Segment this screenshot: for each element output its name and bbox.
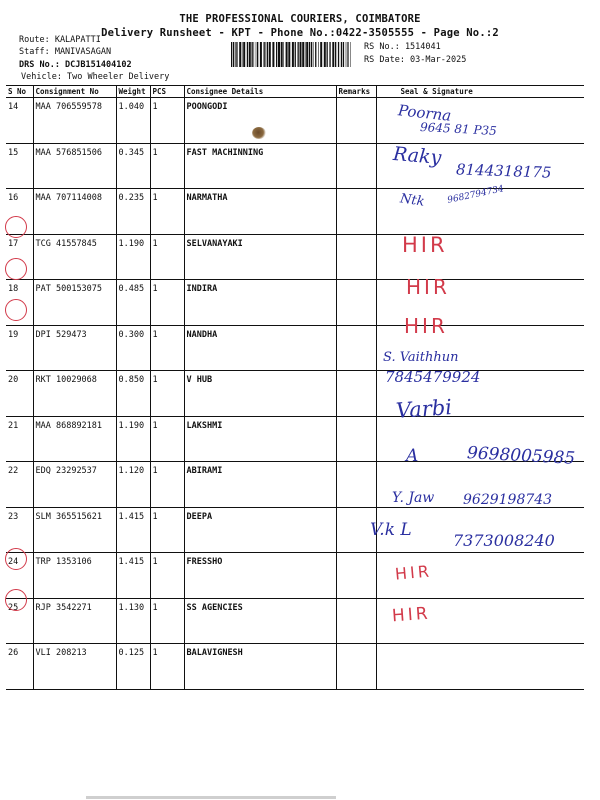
- cell-weight: 1.190: [116, 234, 150, 280]
- cell-consignment: MAA 706559578: [33, 98, 116, 144]
- table-header-row: [6, 86, 584, 98]
- signature-14-phone: 9645 81 P35: [419, 120, 498, 138]
- table-row: [6, 507, 584, 553]
- signature-19-mark: HIR: [404, 314, 448, 338]
- route-label: Route: KALAPATTI: [19, 35, 101, 45]
- cell-remarks: [336, 462, 376, 508]
- col-header-weight: Weight: [116, 86, 150, 98]
- cell-weight: 1.040: [116, 98, 150, 144]
- cell-pcs: 1: [150, 507, 184, 553]
- cell-consignment: MAA 868892181: [33, 416, 116, 462]
- signature-15-phone: 8144318175: [455, 160, 552, 182]
- cell-signature: [376, 644, 584, 690]
- col-header-sno: S No: [6, 86, 33, 98]
- cell-sno: 20: [6, 371, 33, 417]
- cell-consignment: PAT 500153075: [33, 280, 116, 326]
- cell-pcs: 1: [150, 644, 184, 690]
- cell-pcs: 1: [150, 325, 184, 371]
- sno-circle-26: [5, 589, 27, 611]
- cell-remarks: [336, 507, 376, 553]
- cell-consignee: POONGODI: [184, 98, 336, 144]
- runsheet-table: [6, 85, 584, 690]
- cell-sno: 23: [6, 507, 33, 553]
- col-header-pcs: PCS: [150, 86, 184, 98]
- cell-weight: 0.850: [116, 371, 150, 417]
- rs-date: RS Date: 03-Mar-2025: [364, 55, 467, 65]
- cell-consignment: TRP 1353106: [33, 553, 116, 599]
- cell-sno: 21: [6, 416, 33, 462]
- cell-pcs: 1: [150, 189, 184, 235]
- cell-signature: [376, 553, 584, 599]
- signature-21-name: Varbi: [395, 395, 453, 423]
- cell-sno: 24: [6, 553, 33, 599]
- cell-remarks: [336, 280, 376, 326]
- signature-16-name: Ntk: [399, 191, 426, 210]
- cell-signature: [376, 189, 584, 235]
- table-row: [6, 644, 584, 690]
- cell-consignee: INDIRA: [184, 280, 336, 326]
- cell-weight: 1.190: [116, 416, 150, 462]
- cell-pcs: 1: [150, 598, 184, 644]
- cell-remarks: [336, 98, 376, 144]
- cell-consignment: TCG 41557845: [33, 234, 116, 280]
- cell-weight: 0.485: [116, 280, 150, 326]
- cell-signature: [376, 507, 584, 553]
- cell-weight: 0.345: [116, 143, 150, 189]
- cell-weight: 1.415: [116, 507, 150, 553]
- cell-sno: 22: [6, 462, 33, 508]
- table-row: [6, 280, 584, 326]
- cell-weight: 0.125: [116, 644, 150, 690]
- cell-consignment: VLI 208213: [33, 644, 116, 690]
- cell-signature: [376, 371, 584, 417]
- table-row: [6, 416, 584, 462]
- col-header-signature: Seal & Signature: [376, 86, 584, 98]
- cell-pcs: 1: [150, 553, 184, 599]
- signature-20-name: S. Vaithhun: [383, 350, 459, 365]
- signature-26-mark: HIR: [391, 603, 432, 627]
- table-row: [6, 598, 584, 644]
- signature-22-name: A: [406, 446, 419, 466]
- rs-number: RS No.: 1514041: [364, 42, 441, 52]
- cell-weight: 0.235: [116, 189, 150, 235]
- table-row: [6, 462, 584, 508]
- cell-signature: [376, 280, 584, 326]
- cell-weight: 1.120: [116, 462, 150, 508]
- signature-23-name: Y. Jaw: [392, 490, 435, 506]
- cell-consignee: NARMATHA: [184, 189, 336, 235]
- cell-pcs: 1: [150, 371, 184, 417]
- signature-17-mark: HIR: [402, 233, 448, 257]
- table-row: [6, 553, 584, 599]
- col-header-consignee: Consignee Details: [184, 86, 336, 98]
- cell-consignee: SELVANAYAKI: [184, 234, 336, 280]
- cell-sno: 14: [6, 98, 33, 144]
- ink-stain: [252, 127, 266, 139]
- company-title: THE PROFESSIONAL COURIERS, COIMBATORE: [179, 13, 421, 25]
- cell-sno: 15: [6, 143, 33, 189]
- cell-consignment: RJP 3542271: [33, 598, 116, 644]
- cell-remarks: [336, 553, 376, 599]
- cell-consignee: NANDHA: [184, 325, 336, 371]
- sno-circle-25: [5, 548, 27, 570]
- cell-signature: [376, 98, 584, 144]
- table-row: [6, 234, 584, 280]
- signature-20-phone: 7845479924: [385, 368, 481, 386]
- signature-22-phone: 9698005985: [466, 443, 576, 469]
- cell-remarks: [336, 325, 376, 371]
- cell-pcs: 1: [150, 143, 184, 189]
- cell-sno: 16: [6, 189, 33, 235]
- signature-24-phone: 7373008240: [453, 531, 555, 550]
- signature-23-phone: 9629198743: [463, 492, 553, 508]
- col-header-remarks: Remarks: [336, 86, 376, 98]
- sno-circle-18: [5, 258, 27, 280]
- drs-number: DRS No.: DCJB151404102: [19, 60, 132, 70]
- col-header-consignment: Consignment No: [33, 86, 116, 98]
- footer-line: [86, 796, 336, 799]
- cell-consignee: SS AGENCIES: [184, 598, 336, 644]
- cell-signature: [376, 462, 584, 508]
- cell-sno: 25: [6, 598, 33, 644]
- cell-pcs: 1: [150, 462, 184, 508]
- cell-remarks: [336, 644, 376, 690]
- cell-consignment: MAA 576851506: [33, 143, 116, 189]
- barcode: [231, 42, 351, 67]
- sno-circle-17: [5, 216, 27, 238]
- cell-consignee: BALAVIGNESH: [184, 644, 336, 690]
- signature-16-phone: 9682794734: [446, 184, 505, 206]
- cell-consignment: RKT 10029068: [33, 371, 116, 417]
- table-row: [6, 143, 584, 189]
- cell-consignee: V HUB: [184, 371, 336, 417]
- cell-weight: 0.300: [116, 325, 150, 371]
- cell-signature: [376, 143, 584, 189]
- cell-signature: [376, 598, 584, 644]
- cell-consignee: ABIRAMI: [184, 462, 336, 508]
- cell-sno: 26: [6, 644, 33, 690]
- cell-weight: 1.415: [116, 553, 150, 599]
- cell-remarks: [336, 371, 376, 417]
- signature-25-mark: HIR: [394, 561, 433, 584]
- cell-sno: 18: [6, 280, 33, 326]
- cell-consignment: MAA 707114008: [33, 189, 116, 235]
- cell-pcs: 1: [150, 98, 184, 144]
- cell-consignment: EDQ 23292537: [33, 462, 116, 508]
- cell-consignment: SLM 365515621: [33, 507, 116, 553]
- cell-weight: 1.130: [116, 598, 150, 644]
- cell-remarks: [336, 416, 376, 462]
- cell-pcs: 1: [150, 416, 184, 462]
- cell-signature: [376, 234, 584, 280]
- vehicle-label: Vehicle: Two Wheeler Delivery: [21, 72, 170, 82]
- cell-sno: 17: [6, 234, 33, 280]
- sno-circle-19: [5, 299, 27, 321]
- signature-18-mark: HIR: [406, 275, 450, 299]
- runsheet-subtitle: Delivery Runsheet - KPT - Phone No.:0422-3505555 - Page No.:2: [101, 27, 499, 39]
- cell-consignee: LAKSHMI: [184, 416, 336, 462]
- staff-label: Staff: MANIVASAGAN: [19, 47, 112, 57]
- cell-pcs: 1: [150, 234, 184, 280]
- cell-remarks: [336, 234, 376, 280]
- table-row: [6, 98, 584, 144]
- signature-14-name: Poorna: [397, 101, 453, 125]
- cell-pcs: 1: [150, 280, 184, 326]
- cell-consignee: DEEPA: [184, 507, 336, 553]
- table-row: [6, 325, 584, 371]
- cell-remarks: [336, 189, 376, 235]
- table-row: [6, 371, 584, 417]
- cell-remarks: [336, 598, 376, 644]
- signature-24-name: V.k L: [370, 520, 412, 540]
- cell-remarks: [336, 143, 376, 189]
- cell-signature: [376, 416, 584, 462]
- signature-15-name: Raky: [392, 142, 443, 170]
- cell-consignment: DPI 529473: [33, 325, 116, 371]
- table-row: [6, 189, 584, 235]
- cell-consignee: FRESSHO: [184, 553, 336, 599]
- cell-signature: [376, 325, 584, 371]
- cell-consignee: FAST MACHINNING: [184, 143, 336, 189]
- cell-sno: 19: [6, 325, 33, 371]
